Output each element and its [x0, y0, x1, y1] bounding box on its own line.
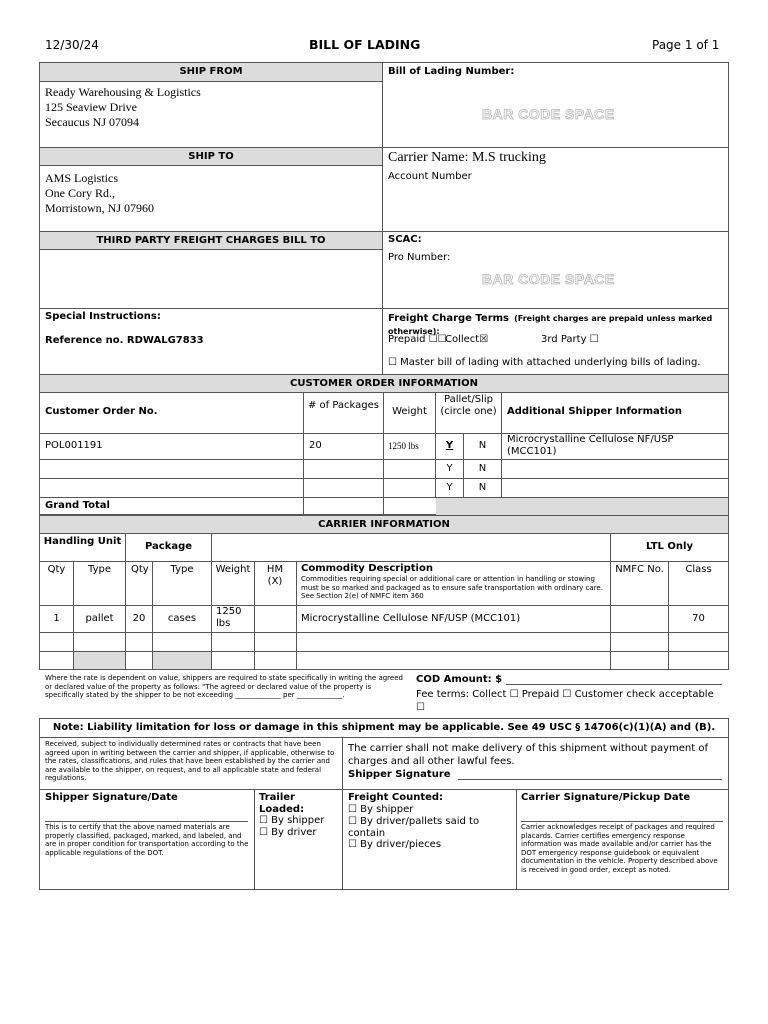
ltl-only-header: LTL Only	[646, 541, 693, 552]
date: 12/30/24	[45, 38, 99, 52]
packages-header: # of Packages	[307, 400, 380, 411]
handling-type: pallet	[85, 613, 114, 624]
nmfc-header: NMFC No.	[615, 564, 664, 575]
third-party-option[interactable]: 3rd Party ☐	[541, 334, 599, 345]
qty-header: Qty	[47, 564, 66, 575]
pallet-slip-header: Pallet/Slip (circle one)	[440, 394, 497, 417]
customer-order-no-header: Customer Order No.	[45, 406, 158, 417]
shipper-signature-date-label: Shipper Signature/Date	[45, 792, 178, 803]
freight-counted-by-shipper[interactable]: ☐ By shipper	[348, 804, 414, 815]
package-count: 20	[309, 440, 322, 451]
pro-number-label: Pro Number:	[388, 252, 451, 263]
class-header: Class	[685, 564, 712, 575]
freight-counted-pallets[interactable]: ☐ By driver/pallets said to contain	[348, 816, 480, 839]
grand-total-label: Grand Total	[45, 500, 110, 511]
additional-shipper-info: Microcrystalline Cellulose NF/USP (MCC101)	[507, 434, 674, 457]
prepaid-option[interactable]: Prepaid ☐☐	[388, 334, 447, 345]
trailer-loaded-by-driver[interactable]: ☐ By driver	[259, 827, 317, 838]
document-title: BILL OF LADING	[309, 37, 421, 52]
fee-terms[interactable]: Fee terms: Collect ☐ Prepaid ☐ Customer check acceptable ☐	[416, 689, 714, 713]
ship-from-heading: SHIP FROM	[40, 63, 382, 82]
received-terms: Received, subject to individually determined rates or contracts that have been agreed upon in writing between the carrier and shipper, if applicable, otherwise to the rates, classifications, and rules that have been established by the carrier and are available to the shipper, on request, and to all applicable state and federal regulations.	[45, 740, 335, 782]
carrier-info-heading: CARRIER INFORMATION	[40, 516, 728, 534]
order-weight: 1250 lbs	[388, 441, 419, 451]
pallet-no[interactable]: N	[478, 482, 487, 493]
pallet-no[interactable]: N	[478, 440, 487, 451]
package-qty-header: Qty	[131, 564, 149, 575]
shipper-certification: This is to certify that the above named materials are properly classified, packaged, marked, and labeled, and are in proper condition for transportation according to the applicable regulations of the DOT.	[45, 823, 249, 857]
shipper-signature-label: Shipper Signature	[348, 769, 451, 780]
shipper-signature-date-field[interactable]	[45, 821, 248, 822]
carrier-signature-field[interactable]	[521, 821, 723, 822]
special-instructions-label: Special Instructions:	[45, 311, 161, 322]
package-type: cases	[167, 613, 197, 624]
freight-counted-label: Freight Counted:	[348, 792, 444, 803]
carrier-acknowledgement: Carrier acknowledges receipt of packages and required placards. Carrier certifies emergency response information was made available and/or carrier has the DOT emergency response guidebook or equivalent documentation in the vehicle. Property described above is received in good order, except as noted.	[521, 823, 718, 874]
customer-order-number: POL001191	[45, 440, 103, 451]
page-number: Page 1 of 1	[652, 38, 720, 52]
freight-charge-terms: Freight Charge Terms (Freight charges are prepaid unless marked otherwise):	[388, 313, 713, 336]
barcode-space: BAR CODE SPACE	[482, 271, 615, 287]
carrier-signature-label: Carrier Signature/Pickup Date	[521, 792, 691, 803]
package-type-header: Type	[170, 564, 194, 575]
master-bol-checkbox[interactable]: ☐ Master bill of lading with attached underlying bills of lading.	[388, 357, 701, 368]
pallet-no[interactable]: N	[478, 463, 487, 474]
commodity-description: Microcrystalline Cellulose NF/USP (MCC101)	[301, 613, 521, 624]
commodity-description-header: Commodity Description	[301, 563, 433, 574]
trailer-loaded-label: Trailer Loaded:	[259, 792, 305, 815]
scac-label: SCAC:	[388, 234, 422, 245]
ship-to-heading: SHIP TO	[40, 148, 382, 166]
package-qty: 20	[132, 613, 146, 624]
customer-order-heading: CUSTOMER ORDER INFORMATION	[40, 375, 728, 393]
handling-qty: 1	[53, 613, 60, 624]
shipper-signature-field[interactable]	[458, 779, 722, 780]
weight-header: Weight	[392, 406, 427, 417]
pallet-yes-circled[interactable]: Y	[445, 440, 454, 451]
type-header: Type	[88, 564, 111, 575]
trailer-loaded-by-shipper[interactable]: ☐ By shipper	[259, 815, 325, 826]
commodity-note: Commodities requiring special or additional care or attention in handling or stowing must be so marked and packaged as to ensure safe transportation with ordinary care. See Section 2(e) of NMFC item 360	[301, 575, 603, 600]
hm-header: HM (X)	[266, 564, 284, 587]
freight-counted-pieces[interactable]: ☐ By driver/pieces	[348, 839, 442, 850]
weight-header: Weight	[215, 564, 251, 575]
reference-number: Reference no. RDWALG7833	[45, 335, 204, 346]
package-header: Package	[144, 541, 193, 552]
declared-value-note: Where the rate is dependent on value, shippers are required to state specifically in writing the agreed or declared value of the property as follows: "The agreed or declared value of the property is specifically stated by the shipper to be not exceeding _____________ per _____________.	[45, 674, 403, 699]
collect-option[interactable]: Collect☒	[445, 334, 489, 345]
no-delivery-clause: The carrier shall not make delivery of this shipment without payment of charges and all other lawful fees.	[348, 743, 708, 767]
pallet-yes[interactable]: Y	[446, 482, 453, 493]
bol-number-label: Bill of Lading Number:	[388, 66, 515, 77]
freight-class: 70	[692, 613, 705, 624]
third-party-heading: THIRD PARTY FREIGHT CHARGES BILL TO	[40, 232, 382, 250]
account-number-label: Account Number	[388, 171, 472, 182]
barcode-space: BAR CODE SPACE	[482, 106, 615, 122]
cod-amount-label: COD Amount: $	[416, 674, 503, 685]
carrier-weight: 1250 lbs	[216, 606, 242, 629]
pallet-yes[interactable]: Y	[446, 463, 453, 474]
additional-shipper-info-header: Additional Shipper Information	[507, 406, 682, 417]
ship-to-address: AMS Logistics One Cory Rd., Morristown, NJ 07960	[45, 171, 155, 215]
cod-amount-field[interactable]	[506, 684, 722, 685]
collect-checkbox[interactable]: ☒	[479, 334, 489, 345]
ship-from-address: Ready Warehousing & Logistics 125 Seaview Drive Secaucus NJ 07094	[45, 85, 201, 129]
liability-note: Note: Liability limitation for loss or damage in this shipment may be applicable. See 49 USC § 14706(c)(1)(A) and (B).	[52, 722, 716, 733]
handling-unit-header: Handling Unit	[43, 536, 122, 547]
carrier-name: Carrier Name: M.S trucking	[388, 150, 546, 165]
